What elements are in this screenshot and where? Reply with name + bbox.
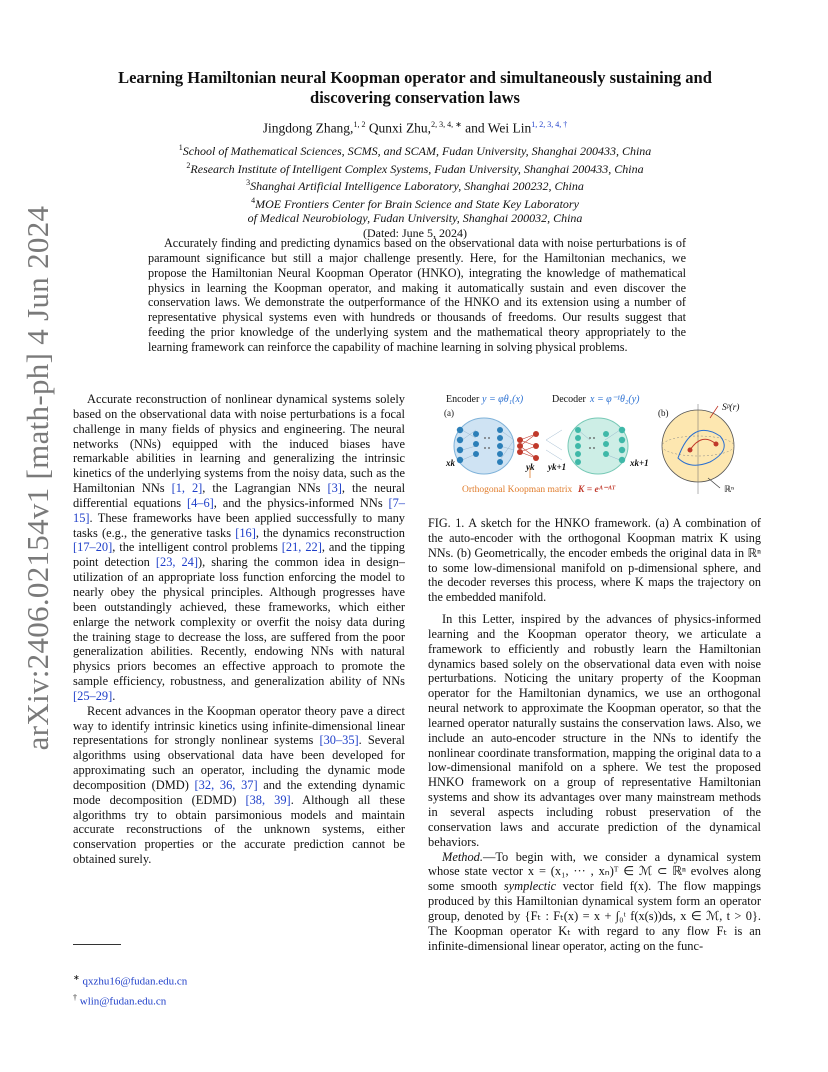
citation-link[interactable]: [38, 39] (245, 792, 291, 807)
projection-arrow (708, 478, 720, 488)
citation-link[interactable]: [7–15] (73, 495, 405, 525)
author-name: Jingdong Zhang, (262, 120, 354, 136)
citation-link[interactable]: [17–20] (73, 540, 113, 555)
footnote-line: ∗ qxzhu16@fudan.edu.cn (73, 973, 188, 988)
author-affil-marker: 1, 2, 3, 4, † (531, 120, 568, 129)
koopman-matrix-text: Orthogonal Koopman matrix (462, 485, 573, 495)
abstract: Accurately finding and predicting dynamics based on the observational data with noise perturbations is of paramount significance but still a major challenge presently. Here, for the Hamiltonian mechanics, we propose the Hamiltonian Neural Koopman Operator (HNKO), integrating the knowledge of mathematical physics in learning the Koopman operator, and making it automatically sustain and even discover the conservation laws. We demonstrate the outperformance of the HNKO and its extension using a number of representative physical systems even with hundreds or thousands of freedoms. Our results suggest that feeding the prior knowledge of the underlying system and the mathematical theory appropriately to the learning framework can reinforce the capability of machine learning in solving physical problems. (148, 236, 686, 354)
author-name: Qunxi Zhu, (365, 120, 432, 136)
figure-svg (440, 388, 765, 500)
panel-b-label: (b) (658, 408, 669, 418)
koopman-paragraph: Recent advances in the Koopman operator theory pave a direct way to identify intrinsic kinetics using infinite-dimensional linear representations for strongly nonlinear systems [30–35]. Several algorithms using observational data have been developed for approximating such an operator, including the dynamic mode decomposition (DMD) [32, 36, 37] and the extending dynamic mode decomposition (EDMD) [38, 39]. Although all these algorithms try to obtain parsimonious models and maintain accurate reconstructions of the unknown systems, either conservation properties or the accurate prediction cannot be obtained surely. (73, 703, 405, 867)
email-link[interactable]: wlin@fudan.edu.cn (79, 995, 167, 1008)
author-list (70, 120, 760, 137)
footnotes (73, 970, 187, 1009)
title-line-2: discovering conservation laws (310, 88, 520, 107)
left-column (73, 392, 405, 867)
intro-paragraph: Accurate reconstruction of nonlinear dynamical systems solely based on the observational data with noise perturbations is a focal challenge in many fields of physics and engineering. The neural networks (NNs) equipped with the induced biases have remarkable abilities in learning and generalizing the intrinsic kinetics of the underlying systems from the noisy data, such as the Hamiltonian NNs [1, 2], the Lagrangian NNs [3], the neural differential equations [4–6], and the physics-informed NNs [7–15]. These frameworks have been applied successfully to many tasks (e.g., the generative tasks [16], the dynamics reconstruction [17–20], the intelligent control problems [21, 22], and the tipping point detection [23, 24]), sharing the common idea in design–utilization of an appropriate loss function enforcing the model to nearly obey the physical principles. Although progresses have been outstandingly achieved, these frameworks, which either enlarge the network complexity or overfit the noisy data during the training stage to decrease the loss, are suffered from the poor generalization abilities. Recently, endowing NNs with natural physics priors becomes an effective approach to promote the sample efficiency, robustness, and generalization ability of NNs [25–29]. (73, 392, 406, 703)
citation-link[interactable]: [21, 22] (281, 540, 322, 555)
dated-line: (Dated: June 5, 2024) (363, 225, 467, 240)
title-line-1: Learning Hamiltonian neural Koopman operator and simultaneously sustaining and (118, 68, 712, 87)
panel-a-label: (a) (444, 408, 454, 418)
affiliation-line: $^4$MOE Frontiers Center for Brain Science and State Key Laboratory (251, 195, 579, 211)
citation-link[interactable]: [30–35] (319, 733, 359, 748)
encoder-formula: y = φθ₁(x) (482, 394, 524, 405)
right-column (428, 612, 761, 953)
email-link[interactable]: qxzhu16@fudan.edu.cn (82, 975, 188, 988)
figure-caption: FIG. 1. A sketch for the HNKO framework. (a) A combination of the auto-encoder with the orthogonal Koopman matrix K using NNs. (b) Geometrically, the encoder embeds the original data in ℝⁿ to some low-dimensional manifold on p-dimensional sphere, and the decoder reverses this process, where K maps the trajectory on the embedded manifold. (428, 516, 761, 605)
citation-link[interactable]: [4–6] (186, 495, 214, 510)
arxiv-identifier: arXiv:2406.02154v1 [math-ph] 4 Jun 2024 (20, 205, 55, 751)
citation-link[interactable]: [32, 36, 37] (194, 777, 258, 792)
encoder-region (454, 418, 514, 474)
author-affil-marker: 2, 3, 4, ∗ (431, 120, 462, 129)
trajectory-point (714, 442, 719, 447)
affiliation-line: $^1$School of Mathematical Sciences, SCMS, and SCAM, Fudan University, Shanghai 200433, China (178, 143, 652, 158)
yk-label: yk (526, 462, 535, 472)
encoder-label: Encoder (446, 394, 480, 405)
affiliation-line: $^2$Research Institute of Intelligent Complex Systems, Fudan University, Shanghai 200433, China (186, 160, 644, 176)
sphere-label: Sᵖ(r) (722, 403, 740, 413)
rn-label: ℝⁿ (724, 484, 734, 494)
method-paragraph: Method.—To begin with, we consider a dynamical system whose state vector x = (x₁, ··· , xₙ)ᵀ ∈ ℳ ⊂ ℝⁿ evolves along some smooth symplectic vector field f(x). The flow mappings produced by this Hamiltonian dynamical system form an operator group, denoted by {Fₜ : Fₜ(x) = x + ∫₀ᵗ f(x(s))ds, x ∈ ℳ, t > 0}. The Koopman operator Kₜ with regard to any flow Fₜ is an infinite-dimensional linear operator, acting on the func- (428, 849, 761, 953)
author-name: and Wei Lin (461, 120, 532, 136)
affiliation-line: $^3$Shanghai Artificial Intelligence Laboratory, Shanghai 200232, China (246, 178, 584, 194)
trajectory-point (688, 448, 693, 453)
decoder-label: Decoder (552, 394, 586, 405)
author-affil-marker: 1, 2 (353, 120, 366, 129)
citation-link[interactable]: [25–29] (73, 688, 113, 703)
figure-hnko-sketch (440, 388, 765, 500)
citation-link[interactable]: [3] (327, 481, 342, 496)
citation-link[interactable]: [16] (235, 525, 256, 540)
footnote-divider (73, 944, 121, 945)
method-heading: Method. (442, 849, 483, 864)
xk-label: xk (446, 458, 455, 468)
koopman-matrix-formula: K = eᴬ⁻ᴬᵀ (578, 485, 616, 495)
citation-link[interactable]: [23, 24] (155, 555, 198, 570)
letter-intro-paragraph: In this Letter, inspired by the advances of physics-informed learning and the Koopman operator theory, we articulate a framework to efficiently and robustly learn the Hamiltonian dynamics based solely on the observational data even with noise perturbations. Noticing the unitary property of the Koopman operator for the Hamiltonian dynamics, we use an orthogonal neural network to approximate the Koopman operator, so that the learned operator naturally sustains the conservation laws. Also, we include an auto-encoder structure in the NNs to identify the nonlinear coordinate transformation, mapping the original data to a low-dimensional manifold on a sphere. We test the proposed HNKO framework on a group of representative Hamiltonian systems and show its advantages over many mainstream methods in several aspects including robust preservation of the conservation laws and accurate prediction of the dynamical behaviors. (428, 612, 761, 849)
decoder-formula: x = φ⁻¹θ₂(y) (590, 394, 640, 405)
paper-title (70, 68, 760, 108)
affiliations (70, 141, 760, 241)
citation-link[interactable]: [1, 2] (171, 481, 203, 496)
affiliation-line: of Medical Neurobiology, Fudan University, Shanghai 200032, China (247, 211, 583, 226)
xk1-label: xk+1 (630, 458, 649, 468)
yk1-label: yk+1 (548, 462, 567, 472)
footnote-line: † wlin@fudan.edu.cn (73, 992, 167, 1008)
koopman-nodes (517, 431, 539, 461)
